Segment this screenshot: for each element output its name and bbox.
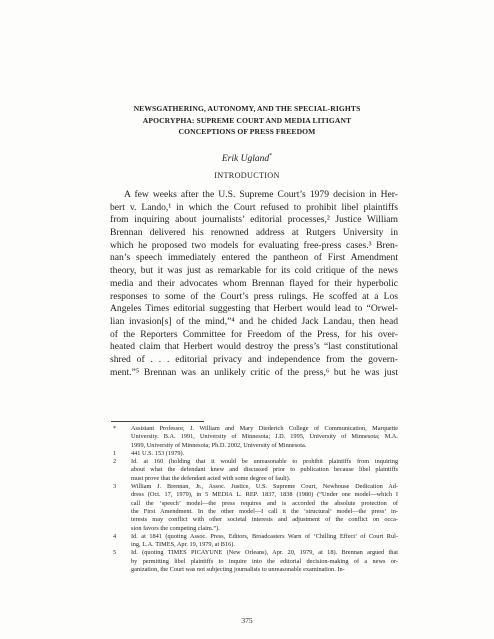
footnote-line: Id. at 1841 (quoting Assoc. Press, Editors, Broadcasters Warn of ‘Chilling Effect’ of Court Rul- [131, 532, 398, 540]
footnote-line: 1999, University of Minnesota; Ph.D. 2002, University of Minnesota. [131, 441, 307, 449]
footnote-line: University. B.A. 1991, University of Minnesota; J.D. 1995, University of Minnesota; M.A. [131, 433, 398, 441]
footnote-number: 4 [113, 532, 117, 540]
footnote-line: ing, L.A. TIMES, Apr. 19, 1979, at B16). [131, 541, 235, 549]
footnote-line: the First Amendment. In the other model—I call it the ‘structural’ model—the press’ in- [131, 507, 398, 515]
footnote-line: about what the defendant knew and discussed prior to publication because libel plaintiffs [131, 466, 398, 474]
footnote-text [131, 458, 398, 483]
footnote [111, 425, 398, 450]
footnote [111, 458, 398, 483]
footnote-line: sion favors the competing claim.”). [131, 524, 220, 532]
footnote-line: ganization, the Court was not subjecting journalists to unreasonable examination. In- [131, 566, 345, 574]
footnote-line: dress (Oct. 17, 1979), in 5 MEDIA L. REP. 1837, 1838 (1980) (“Under one model—which I [131, 491, 398, 499]
author-footnote-mark: * [269, 153, 273, 159]
footnote-number: 3 [113, 483, 117, 491]
author-name: Erik Ugland [221, 154, 270, 165]
footnote-text [131, 549, 398, 574]
body-line: from inquiring about journalists’ editorial processes,² Justice William [110, 214, 398, 226]
body-line: of the Reporters Committee for Freedom of the Press, for his over- [110, 328, 398, 340]
body-line: theory, but it was just as remarkable for its cold critique of the news [110, 265, 398, 277]
body-line: shred of . . . editorial privacy and independence from the govern- [110, 353, 398, 365]
footnote-divider [111, 421, 204, 422]
footnote-line: by permitting libel plaintiffs to inquire into the editorial decision-making of a news or- [131, 557, 398, 565]
body-line: A few weeks after the U.S. Supreme Court’s 1979 decision in Her- [124, 189, 398, 200]
footnote-number: 5 [113, 549, 117, 557]
footnote-line: call the ‘speech’ model—the press requires and is accorded the absolute protection of [131, 499, 398, 507]
footnote-number: 2 [113, 458, 117, 466]
footnote-number: 1 [113, 449, 117, 457]
title-line: CONCEPTIONS OF PRESS FREEDOM [178, 127, 316, 136]
footnote-line: Assistant Professor, J. William and Mary Diederich College of Communication, Marquette [131, 425, 398, 432]
title-line: NEWSGATHERING, AUTONOMY, AND THE SPECIAL-RIGHTS [133, 104, 361, 113]
body-line: heated claim that Herbert would destroy the press’s “last constitutional [110, 341, 398, 353]
footnote [111, 450, 398, 458]
footnote-number: * [113, 425, 117, 432]
body-line: which he proposed two models for evaluating free-press cases.³ Bren- [110, 239, 398, 251]
footnote [111, 483, 398, 533]
article-title [106, 103, 388, 138]
body-text [110, 189, 398, 379]
footnotes [111, 425, 398, 574]
footnote [111, 549, 398, 574]
author-byline [0, 153, 494, 164]
section-heading: INTRODUCTION [214, 171, 280, 180]
body-line: Brennan delivered his renowned address at Rutgers University in [110, 227, 398, 239]
footnote [111, 533, 398, 550]
body-line: responses to some of the Court’s press rulings. He scoffed at a Los [110, 290, 398, 302]
footnote-line: Id. at 160 (holding that it would be unreasonable to prohibit plaintiffs from inquiring [131, 458, 398, 466]
footnote-line: terests may conflict with other societal interests and adjustment of the conflict on occa- [131, 516, 398, 524]
body-line: media and their advocates whom Brennan flayed for their hyperbolic [110, 277, 398, 289]
footnote-text [131, 483, 398, 533]
body-line: lian invasion[s] of the mind,”⁴ and he chided Jack Landau, then head [110, 315, 398, 327]
footnote-text [131, 533, 398, 550]
page-number: 375 [241, 616, 253, 625]
footnote-text [131, 425, 398, 450]
footnote-text [131, 450, 398, 458]
footnote-line: 441 U.S. 153 (1979). [131, 449, 185, 457]
body-line: ment.”⁵ Brennan was an unlikely critic of the press,⁶ but he was just [110, 366, 398, 378]
title-line: APOCRYPHA: SUPREME COURT AND MEDIA LITIGANT [142, 115, 352, 125]
footnote-line: must prove that the defendant acted with some degree of fault). [131, 474, 291, 482]
footnote-line: William J. Brennan, Jr., Assoc. Justice, U.S. Supreme Court, Newhouse Dedication Ad- [131, 483, 398, 491]
body-line: bert v. Lando,¹ in which the Court refused to prohibit libel plaintiffs [110, 201, 398, 213]
footnote-line: Id. (quoting TIMES PICAYUNE (New Orleans), Apr. 20, 1979, at 18). Brennan argued that [131, 549, 398, 557]
body-line: Angeles Times editorial suggesting that Herbert would lead to “Orwel- [110, 303, 398, 315]
body-line: nan’s speech immediately entered the pantheon of First Amendment [110, 252, 398, 264]
